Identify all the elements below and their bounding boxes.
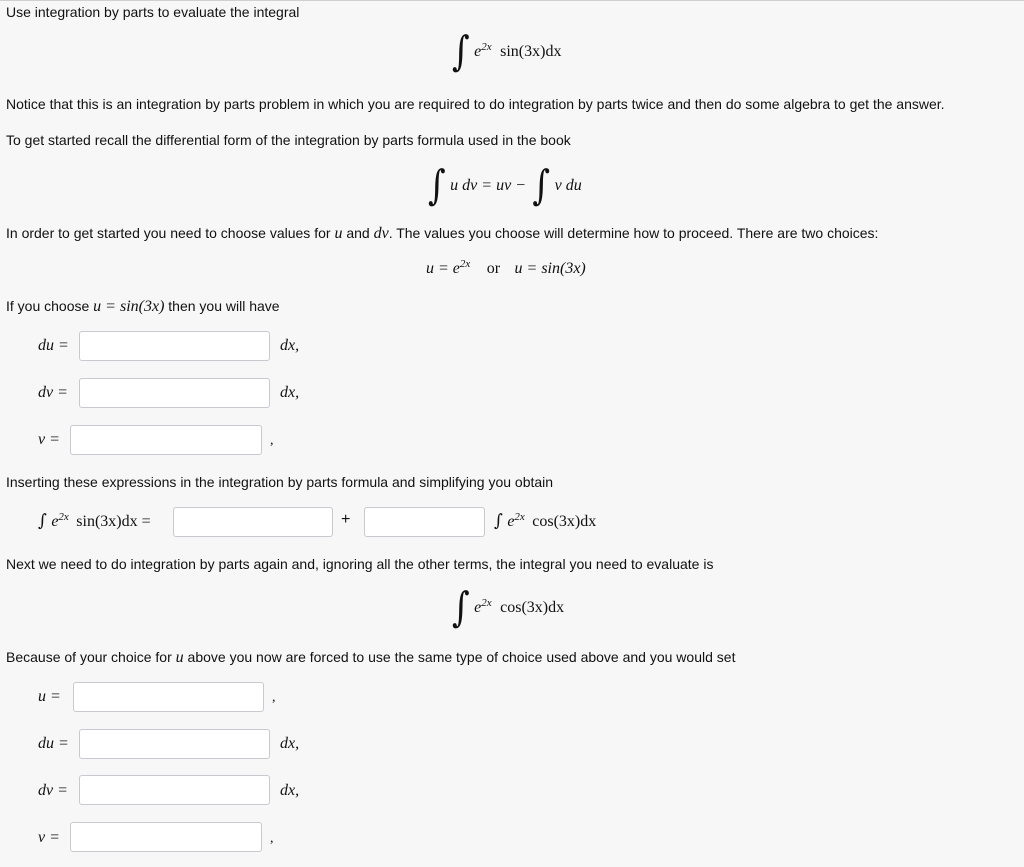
v-input-1[interactable] (70, 425, 262, 455)
inserting-text: Inserting these expressions in the integration by parts formula and simplifying you obtain (6, 474, 554, 490)
equation-lhs: ∫ $e^{2x}$ sin(3x)dx = (38, 511, 151, 531)
choose-text: In order to get started you need to choose values for u and dv. The values you choose will determine how to proceed. There are two choices: (6, 225, 879, 242)
coefficient-input-1[interactable] (173, 507, 333, 537)
integral-sign-icon: ∫ (494, 511, 503, 531)
integral-sign-icon: ∫ (452, 28, 470, 76)
dx-suffix: dx, (280, 782, 300, 799)
dv-input-2[interactable] (79, 775, 270, 805)
coefficient-input-2[interactable] (364, 507, 485, 537)
recall-text: To get started recall the differential form of the integration by parts formula used in the book (6, 132, 571, 148)
dx-suffix: dx, (280, 337, 300, 354)
intro-text: Use integration by parts to evaluate the integral (6, 4, 300, 20)
formula-left: u dv = uv − (450, 177, 526, 195)
v-label: v = (38, 829, 60, 846)
because-text: Because of your choice for u above you now are forced to use the same type of choice used above and you would set (6, 649, 736, 666)
top-divider (0, 0, 1024, 1)
integrand-exponent: 2x (481, 41, 492, 54)
dx-suffix: dx, (280, 735, 300, 752)
v-label: v = (38, 431, 60, 448)
parts-formula (428, 162, 582, 210)
equation-rhs: ∫ $e^{2x}$ cos(3x)dx (494, 511, 597, 531)
main-integral (452, 28, 562, 76)
integrand-function: sin(3x)dx (500, 43, 562, 61)
comma: , (270, 433, 274, 448)
integral-sign-icon: ∫ (452, 584, 470, 632)
integral-sign-icon: ∫ (532, 162, 551, 210)
if-choose-text: If you choose u = sin(3x) then you will have (6, 298, 280, 315)
du-label: du = (38, 735, 69, 752)
u-input-2[interactable] (73, 682, 264, 712)
v-input-2[interactable] (70, 822, 262, 852)
dv-label: dv = (38, 782, 68, 799)
notice-text: Notice that this is an integration by parts problem in which you are required to do integration by parts twice and then do some algebra to get the answer. (6, 96, 945, 112)
formula-right: v du (554, 177, 582, 195)
integral-sign-icon: ∫ (428, 162, 446, 210)
comma: , (272, 690, 276, 705)
second-integral: ∫ $e^{2x}$ cos(3x)dx (452, 584, 565, 632)
choices: $u = e^{2x}$ or u = sin(3x) (426, 258, 586, 277)
integral-sign-icon: ∫ (38, 511, 47, 531)
comma: , (270, 831, 274, 846)
dx-suffix: dx, (280, 384, 300, 401)
next-text: Next we need to do integration by parts again and, ignoring all the other terms, the integral you need to evaluate is (6, 556, 714, 572)
dv-label: dv = (38, 384, 68, 401)
u-label: u = (38, 688, 61, 705)
du-input-2[interactable] (79, 729, 270, 759)
integrand-base: e (474, 43, 482, 61)
du-input-1[interactable] (79, 331, 270, 361)
dv-input-1[interactable] (79, 378, 270, 408)
du-label: du = (38, 337, 69, 354)
plus-sign: + (341, 511, 351, 528)
